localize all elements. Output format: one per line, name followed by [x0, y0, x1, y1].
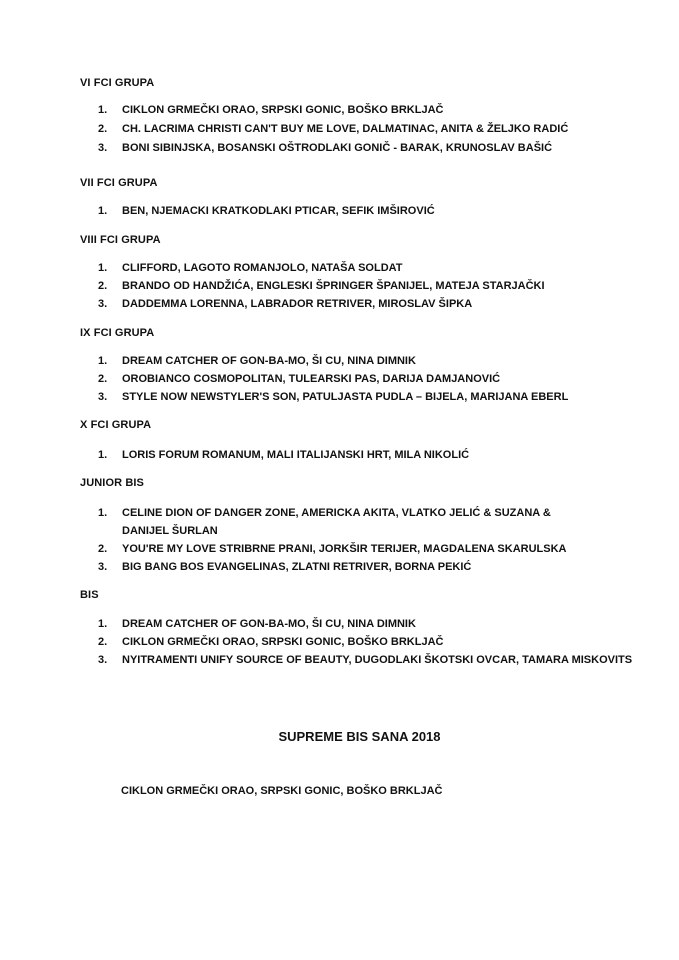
- list-number: 1.: [98, 618, 108, 630]
- list-text: BEN, NJEMACKI KRATKODLAKI PTICAR, SEFIK IMŠIROVIĆ: [122, 205, 435, 217]
- list-text: CLIFFORD, LAGOTO ROMANJOLO, NATAŠA SOLDAT: [122, 262, 403, 274]
- list-text: YOU'RE MY LOVE STRIBRNE PRANI, JORKŠIR TERIJER, MAGDALENA SKARULSKA: [122, 543, 567, 555]
- list-item: [98, 202, 658, 220]
- list-text: STYLE NOW NEWSTYLER'S SON, PATULJASTA PUDLA – BIJELA, MARIJANA EBERL: [122, 391, 569, 403]
- list-item: [98, 352, 658, 370]
- group-title-junior-bis: JUNIOR BIS: [80, 477, 144, 489]
- list-item: [98, 446, 658, 464]
- group-title-vi: VI FCI GRUPA: [80, 77, 155, 89]
- list-number: 1.: [98, 262, 108, 274]
- list-number: 3.: [98, 142, 108, 154]
- list-number: 2.: [98, 123, 108, 135]
- supreme-bis-winner: CIKLON GRMEČKI ORAO, SRPSKI GONIC, BOŠKO BRKLJAČ: [121, 785, 443, 797]
- list-item: [98, 651, 658, 669]
- list-item: [98, 388, 658, 406]
- list-number: 1.: [98, 205, 108, 217]
- list-text: CH. LACRIMA CHRISTI CAN'T BUY ME LOVE, DALMATINAC, ANITA & ŽELJKO RADIĆ: [122, 123, 569, 135]
- list-item: [98, 139, 658, 157]
- list-number: 1.: [98, 355, 108, 367]
- list-text: LORIS FORUM ROMANUM, MALI ITALIJANSKI HRT, MILA NIKOLIĆ: [122, 449, 470, 461]
- list-item: [98, 558, 658, 576]
- list-item: [98, 101, 658, 119]
- group-title-x: X FCI GRUPA: [80, 419, 152, 431]
- list-item: [98, 615, 658, 633]
- list-number: 1.: [98, 104, 108, 116]
- list-item: [98, 504, 578, 540]
- list-text: CELINE DION OF DANGER ZONE, AMERICKA AKITA, VLATKO JELIĆ & SUZANA & DANIJEL ŠURLAN: [122, 507, 551, 537]
- list-number: 3.: [98, 561, 108, 573]
- list-text: BRANDO OD HANDŽIĆA, ENGLESKI ŠPRINGER ŠPANIJEL, MATEJA STARJAČKI: [122, 280, 545, 292]
- list-number: 2.: [98, 543, 108, 555]
- supreme-bis-title: SUPREME BIS SANA 2018: [278, 729, 441, 744]
- group-title-vii: VII FCI GRUPA: [80, 177, 158, 189]
- list-text: DADDEMMA LORENNA, LABRADOR RETRIVER, MIROSLAV ŠIPKA: [122, 298, 473, 310]
- list-text: NYITRAMENTI UNIFY SOURCE OF BEAUTY, DUGODLAKI ŠKOTSKI OVCAR, TAMARA MISKOVITS: [122, 654, 633, 666]
- list-text: CIKLON GRMEČKI ORAO, SRPSKI GONIC, BOŠKO BRKLJAČ: [122, 636, 444, 648]
- list-number: 2.: [98, 373, 108, 385]
- list-item: [98, 277, 658, 295]
- list-number: 3.: [98, 391, 108, 403]
- list-item: [98, 120, 658, 138]
- list-text: CIKLON GRMEČKI ORAO, SRPSKI GONIC, BOŠKO BRKLJAČ: [122, 104, 444, 116]
- group-title-viii: VIII FCI GRUPA: [80, 234, 161, 246]
- list-text: BONI SIBINJSKA, BOSANSKI OŠTRODLAKI GONIČ - BARAK, KRUNOSLAV BAŠIĆ: [122, 142, 553, 154]
- list-number: 3.: [98, 654, 108, 666]
- list-number: 2.: [98, 280, 108, 292]
- list-number: 3.: [98, 298, 108, 310]
- list-text: DREAM CATCHER OF GON-BA-MO, ŠI CU, NINA DIMNIK: [122, 618, 416, 630]
- group-title-ix: IX FCI GRUPA: [80, 327, 155, 339]
- list-item: [98, 370, 658, 388]
- list-item: [98, 295, 658, 313]
- list-text: BIG BANG BOS EVANGELINAS, ZLATNI RETRIVER, BORNA PEKIĆ: [122, 561, 472, 573]
- group-title-bis: BIS: [80, 589, 99, 601]
- list-item: [98, 540, 658, 558]
- list-text: DREAM CATCHER OF GON-BA-MO, ŠI CU, NINA DIMNIK: [122, 355, 416, 367]
- list-number: 1.: [98, 507, 108, 519]
- list-number: 1.: [98, 449, 108, 461]
- list-number: 2.: [98, 636, 108, 648]
- list-item: [98, 633, 658, 651]
- list-item: [98, 259, 658, 277]
- list-text: OROBIANCO COSMOPOLITAN, TULEARSKI PAS, DARIJA DAMJANOVIĆ: [122, 373, 501, 385]
